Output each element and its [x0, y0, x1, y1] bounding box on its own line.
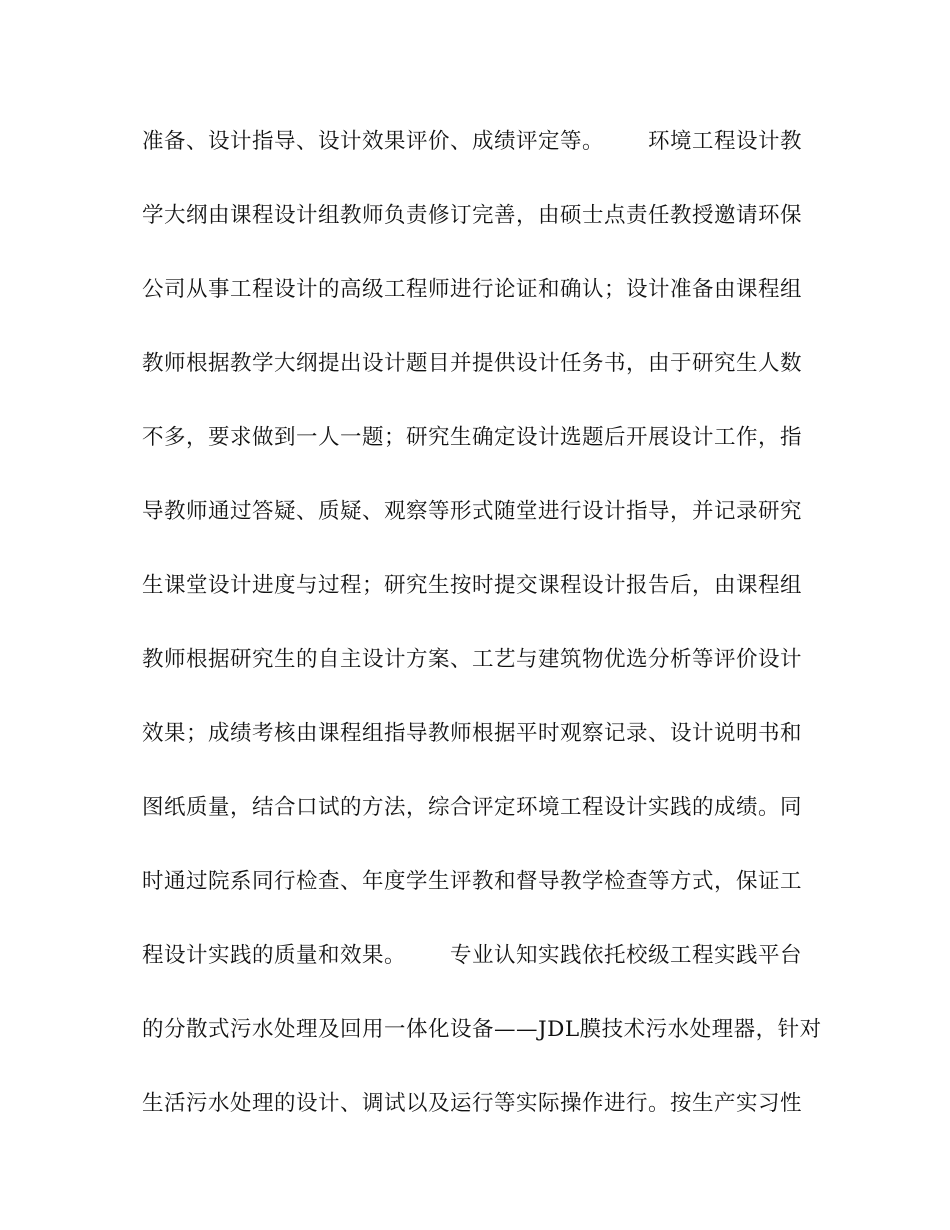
- text-line: 效果；成绩考核由课程组指导教师根据平时观察记录、设计说明书和: [142, 721, 803, 746]
- text-line: 公司从事工程设计的高级工程师进行论证和确认；设计准备由课程组: [142, 277, 803, 302]
- text-line: 教师根据研究生的自主设计方案、工艺与建筑物优选分析等评价设计: [142, 647, 803, 672]
- text-line: 不多，要求做到一人一题；研究生确定设计选题后开展设计工作，指: [142, 425, 803, 450]
- text-line: 图纸质量，结合口试的方法，综合评定环境工程设计实践的成绩。同: [142, 795, 803, 820]
- text-line: 程设计实践的质量和效果。 专业认知实践依托校级工程实践平台: [142, 943, 803, 968]
- text-line: 准备、设计指导、设计效果评价、成绩评定等。 环境工程设计教: [142, 129, 803, 154]
- text-line: 生课堂设计进度与过程；研究生按时提交课程设计报告后，由课程组: [142, 573, 803, 598]
- text-line: 生活污水处理的设计、调试以及运行等实际操作进行。按生产实习性: [142, 1091, 803, 1116]
- text-line: 教师根据教学大纲提出设计题目并提供设计任务书，由于研究生人数: [142, 351, 803, 376]
- text-line: 时通过院系同行检查、年度学生评教和督导教学检查等方式，保证工: [142, 869, 803, 894]
- text-line: 学大纲由课程设计组教师负责修订完善，由硕士点责任教授邀请环保: [142, 203, 803, 228]
- text-line: 导教师通过答疑、质疑、观察等形式随堂进行设计指导，并记录研究: [142, 499, 803, 524]
- text-line: 的分散式污水处理及回用一体化设备——JDL膜技术污水处理器，针对: [142, 1017, 822, 1042]
